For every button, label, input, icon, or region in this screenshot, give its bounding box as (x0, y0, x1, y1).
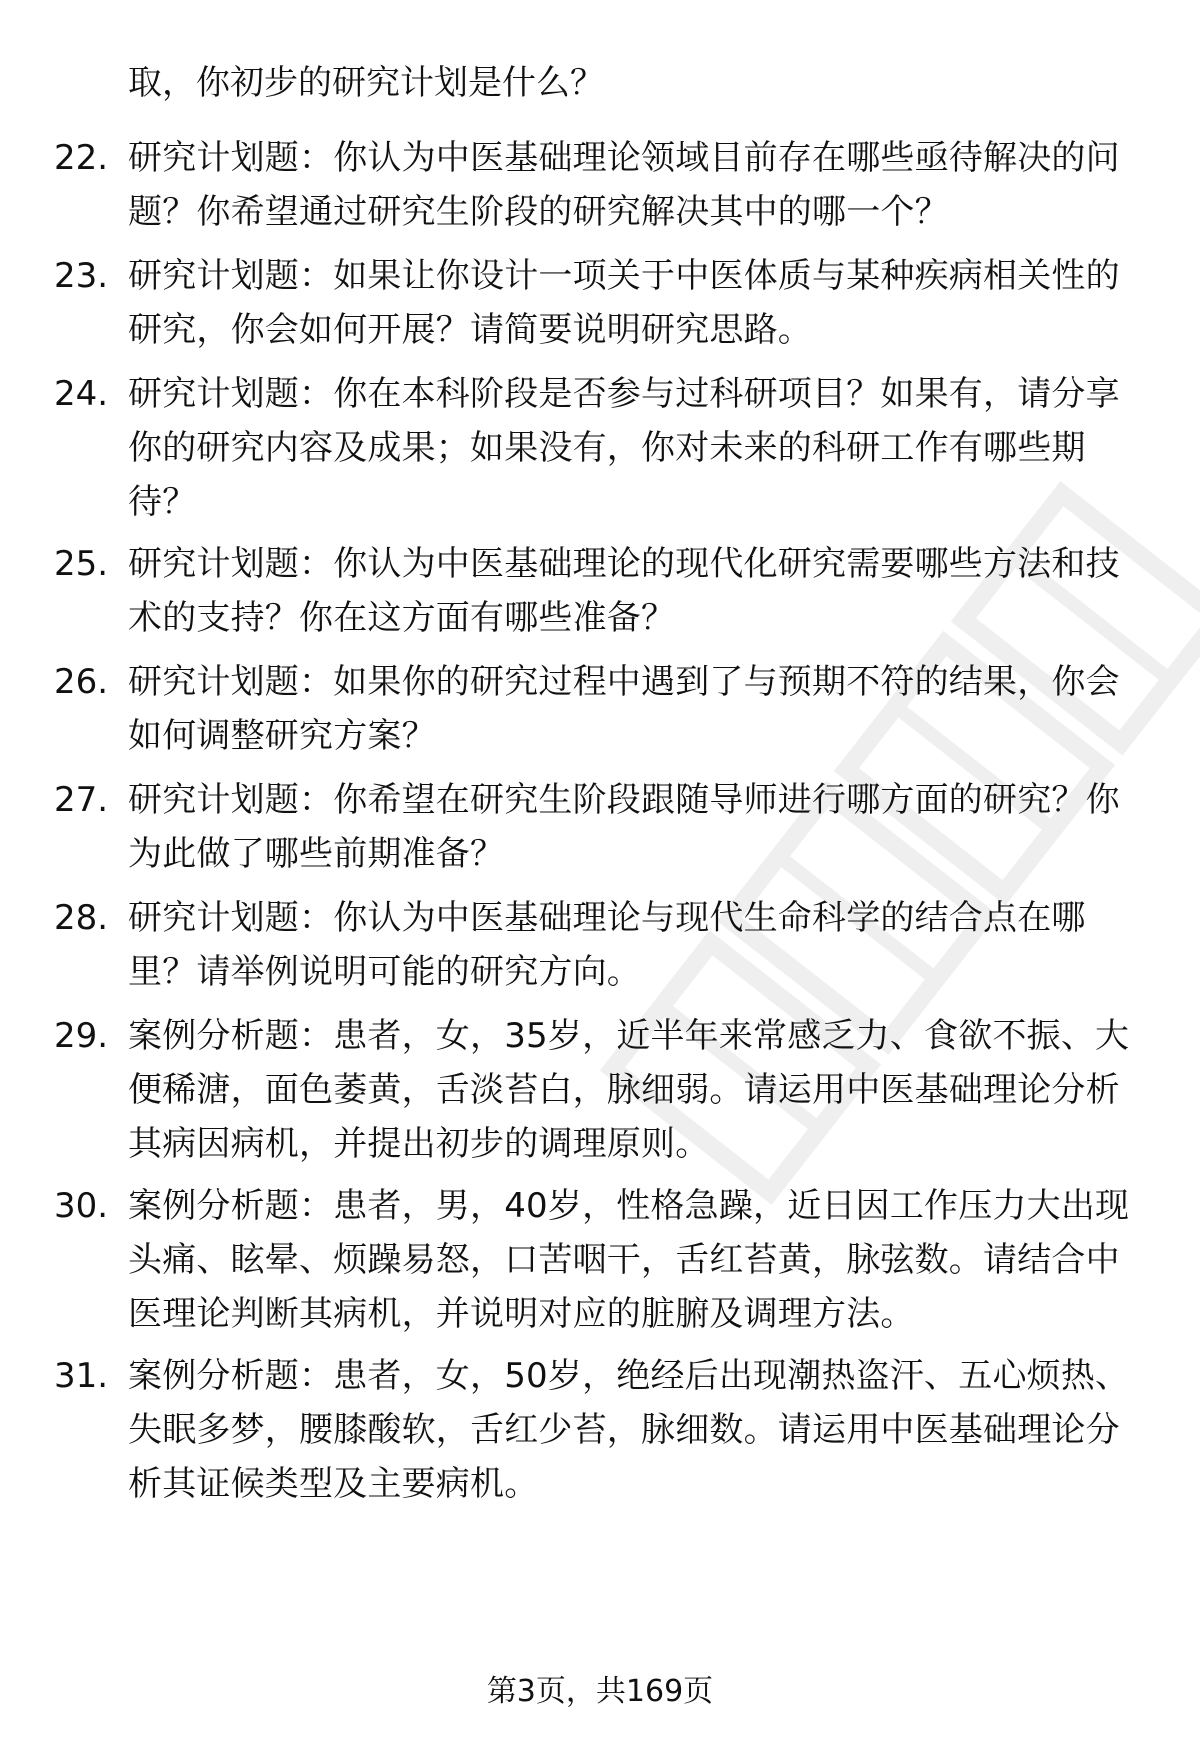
question-text: 案例分析题：患者，男，40岁，性格急躁，近日因工作压力大出现头痛、眩晕、烦躁易怒，口苦咽干，舌红苔黄，脉弦数。请结合中医理论判断其病机，并说明对应的脏腑及调理方法。 (128, 1186, 1130, 1334)
question-number: 26. (54, 662, 109, 702)
question-number: 28. (54, 898, 109, 938)
question-number: 24. (54, 374, 109, 414)
question-number: 27. (54, 780, 109, 820)
question-text: 研究计划题：如果你的研究过程中遇到了与预期不符的结果，你会如何调整研究方案？ (128, 662, 1120, 756)
question-text: 案例分析题：患者，女，50岁，绝经后出现潮热盗汗、五心烦热、失眠多梦，腰膝酸软，舌红少苔，脉细数。请运用中医基础理论分析其证候类型及主要病机。 (128, 1356, 1130, 1504)
question-number: 23. (54, 256, 109, 296)
question-number: 22. (54, 138, 109, 178)
question-number: 30. (54, 1186, 109, 1226)
question-text: 研究计划题：你认为中医基础理论与现代生命科学的结合点在哪里？请举例说明可能的研究方向。 (128, 898, 1086, 992)
question-text: 案例分析题：患者，女，35岁，近半年来常感乏力、食欲不振、大便稀溏，面色萎黄，舌淡苔白，脉细弱。请运用中医基础理论分析其病因病机，并提出初步的调理原则。 (128, 1016, 1130, 1164)
question-number: 25. (54, 544, 109, 584)
question-number: 29. (54, 1016, 109, 1056)
question-text: 研究计划题：如果让你设计一项关于中医体质与某种疾病相关性的研究，你会如何开展？请简要说明研究思路。 (128, 256, 1120, 350)
question-text: 研究计划题：你认为中医基础理论的现代化研究需要哪些方法和技术的支持？你在这方面有哪些准备？ (128, 544, 1120, 638)
question-number: 31. (54, 1356, 109, 1396)
question-text: 研究计划题：你认为中医基础理论领域目前存在哪些亟待解决的问题？你希望通过研究生阶段的研究解决其中的哪一个？ (128, 138, 1120, 232)
continuation-line: 取，你初步的研究计划是什么？ (128, 63, 604, 103)
question-text: 研究计划题：你在本科阶段是否参与过科研项目？如果有，请分享你的研究内容及成果；如果没有，你对未来的科研工作有哪些期待？ (128, 374, 1120, 522)
page-footer: 第3页，共169页 (486, 1674, 714, 1709)
question-text: 研究计划题：你希望在研究生阶段跟随导师进行哪方面的研究？你为此做了哪些前期准备？ (128, 780, 1120, 874)
